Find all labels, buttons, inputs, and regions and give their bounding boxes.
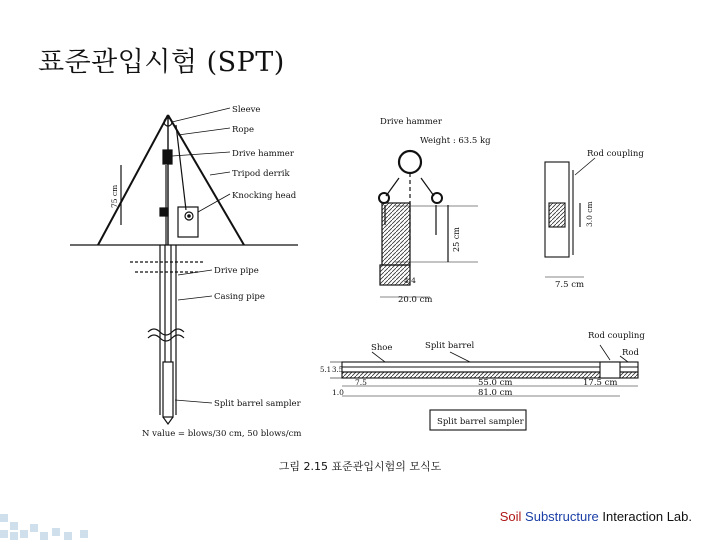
label-d6: 81.0 cm xyxy=(478,388,513,398)
figure-caption: 그림 2.15 표준관입시험의 모식도 xyxy=(278,460,442,473)
footer-substructure: Substructure xyxy=(525,509,599,524)
label-d5: 17.5 cm xyxy=(583,378,618,388)
drive-hammer-block xyxy=(163,150,172,164)
label-sampler: Split barrel sampler xyxy=(214,399,301,409)
label-d3: 7.5 xyxy=(355,378,367,387)
label-tripod: Tripod derrik xyxy=(232,169,290,179)
label-rod-coupling-2: Rod coupling xyxy=(588,331,645,341)
label-rod: Rod xyxy=(622,348,639,358)
hammer-ring xyxy=(399,151,421,173)
hammer-detail xyxy=(379,151,478,297)
label-n-value: N value = blows/30 cm, 50 blows/cm xyxy=(142,429,302,439)
label-small: 4.4 xyxy=(404,276,416,285)
label-d7: 1.0 xyxy=(332,388,344,397)
tripod-labels xyxy=(110,105,302,439)
footer-soil: Soil xyxy=(499,509,522,524)
corner-decoration xyxy=(0,500,720,540)
label-width: 20.0 cm xyxy=(398,295,433,305)
label-drive-pipe: Drive pipe xyxy=(214,266,259,276)
footer-rest: Interaction Lab. xyxy=(602,509,692,524)
label-len: 3.0 cm xyxy=(585,201,594,227)
label-height: 75 cm xyxy=(110,184,119,208)
label-depth: 25 cm xyxy=(452,227,461,252)
label-d2: 3.5 xyxy=(332,366,344,374)
split-barrel-labels xyxy=(320,331,645,427)
label-casing-pipe: Casing pipe xyxy=(214,292,265,302)
label-drive-hammer: Drive hammer xyxy=(232,149,294,159)
label-knocking-head: Knocking head xyxy=(232,191,297,201)
knocking-head-frame xyxy=(178,207,198,237)
label-width-right: 7.5 cm xyxy=(555,280,585,290)
label-sleeve: Sleeve xyxy=(232,105,261,115)
label-rope: Rope xyxy=(232,125,254,135)
tripod-leg-left xyxy=(98,115,168,245)
label-drive-hammer-2: Drive hammer xyxy=(380,117,442,127)
label-weight: Weight : 63.5 kg xyxy=(420,136,491,146)
label-shoe: Shoe xyxy=(371,343,393,353)
label-d4: 55.0 cm xyxy=(478,378,513,388)
label-d1: 5.1 xyxy=(320,366,332,374)
label-split-barrel: Split barrel xyxy=(425,341,475,351)
label-sampler-2: Split barrel sampler xyxy=(437,417,524,427)
label-rod-coupling: Rod coupling xyxy=(587,149,644,159)
page-title: 표준관입시험 (SPT) xyxy=(38,47,285,78)
